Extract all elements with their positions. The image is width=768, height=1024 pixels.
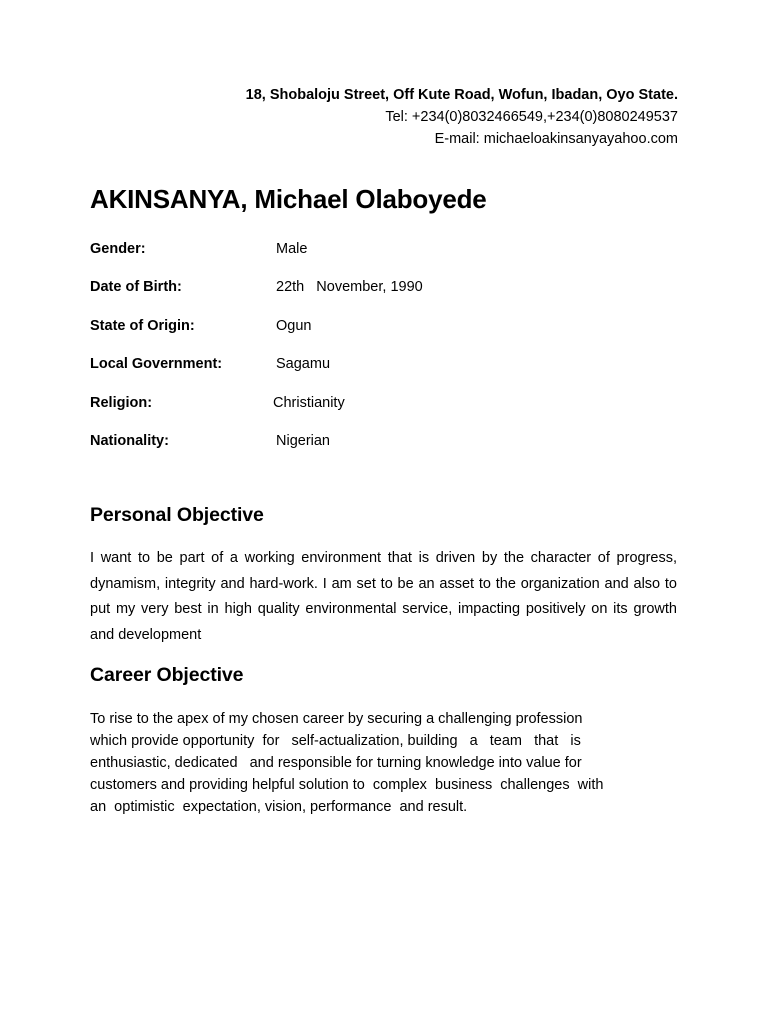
detail-label: State of Origin:: [90, 317, 195, 334]
detail-row-gender: [90, 238, 690, 276]
career-objective-line: an optimistic expectation, vision, performance and result.: [90, 799, 468, 815]
detail-value: Male: [276, 241, 308, 257]
detail-row-religion: [90, 392, 690, 430]
detail-row-state-of-origin: [90, 315, 690, 353]
detail-value: Nigerian: [276, 432, 330, 449]
personal-objective-text: I want to be part of a working environment that is driven by the character of progress, dynamism, integrity and hard-work. I am set to be an asset to the organization and also to put my very best in high quality environmental service, impacting positively on its growth and development: [90, 550, 677, 643]
career-objective-line: To rise to the apex of my chosen career by securing a challenging profession: [90, 711, 583, 727]
detail-label: Gender:: [90, 241, 146, 257]
detail-value: 22th November, 1990: [276, 279, 423, 296]
telephone-line: Tel: +234(0)8032466549,+234(0)8080249537: [385, 109, 678, 125]
detail-row-nationality: [90, 430, 690, 468]
detail-row-date-of-birth: [90, 276, 690, 314]
career-objective-heading: Career Objective: [90, 664, 244, 686]
career-objective-line: which provide opportunity for self-actualization, building a team that is: [90, 733, 581, 749]
personal-details: [90, 238, 690, 468]
career-objective-line: customers and providing helpful solution to complex business challenges with: [90, 777, 604, 793]
detail-label: Date of Birth:: [90, 279, 182, 296]
career-objective-text: [90, 708, 677, 818]
personal-objective-heading: Personal Objective: [90, 504, 264, 526]
detail-row-local-government: [90, 353, 690, 391]
detail-value: Christianity: [273, 394, 345, 411]
detail-label: Religion:: [90, 394, 153, 411]
address-line: 18, Shobaloju Street, Off Kute Road, Wofun, Ibadan, Oyo State.: [245, 87, 678, 103]
email-line: E-mail: michaeloakinsanyayahoo.com: [434, 131, 678, 147]
detail-value: Sagamu: [276, 356, 331, 373]
contact-header: [78, 84, 678, 150]
detail-label: Nationality:: [90, 432, 169, 449]
detail-value: Ogun: [276, 317, 312, 334]
career-objective-line: enthusiastic, dedicated and responsible for turning knowledge into value for: [90, 755, 582, 771]
applicant-name: AKINSANYA, Michael Olaboyede: [90, 184, 487, 214]
detail-label: Local Government:: [90, 356, 223, 373]
